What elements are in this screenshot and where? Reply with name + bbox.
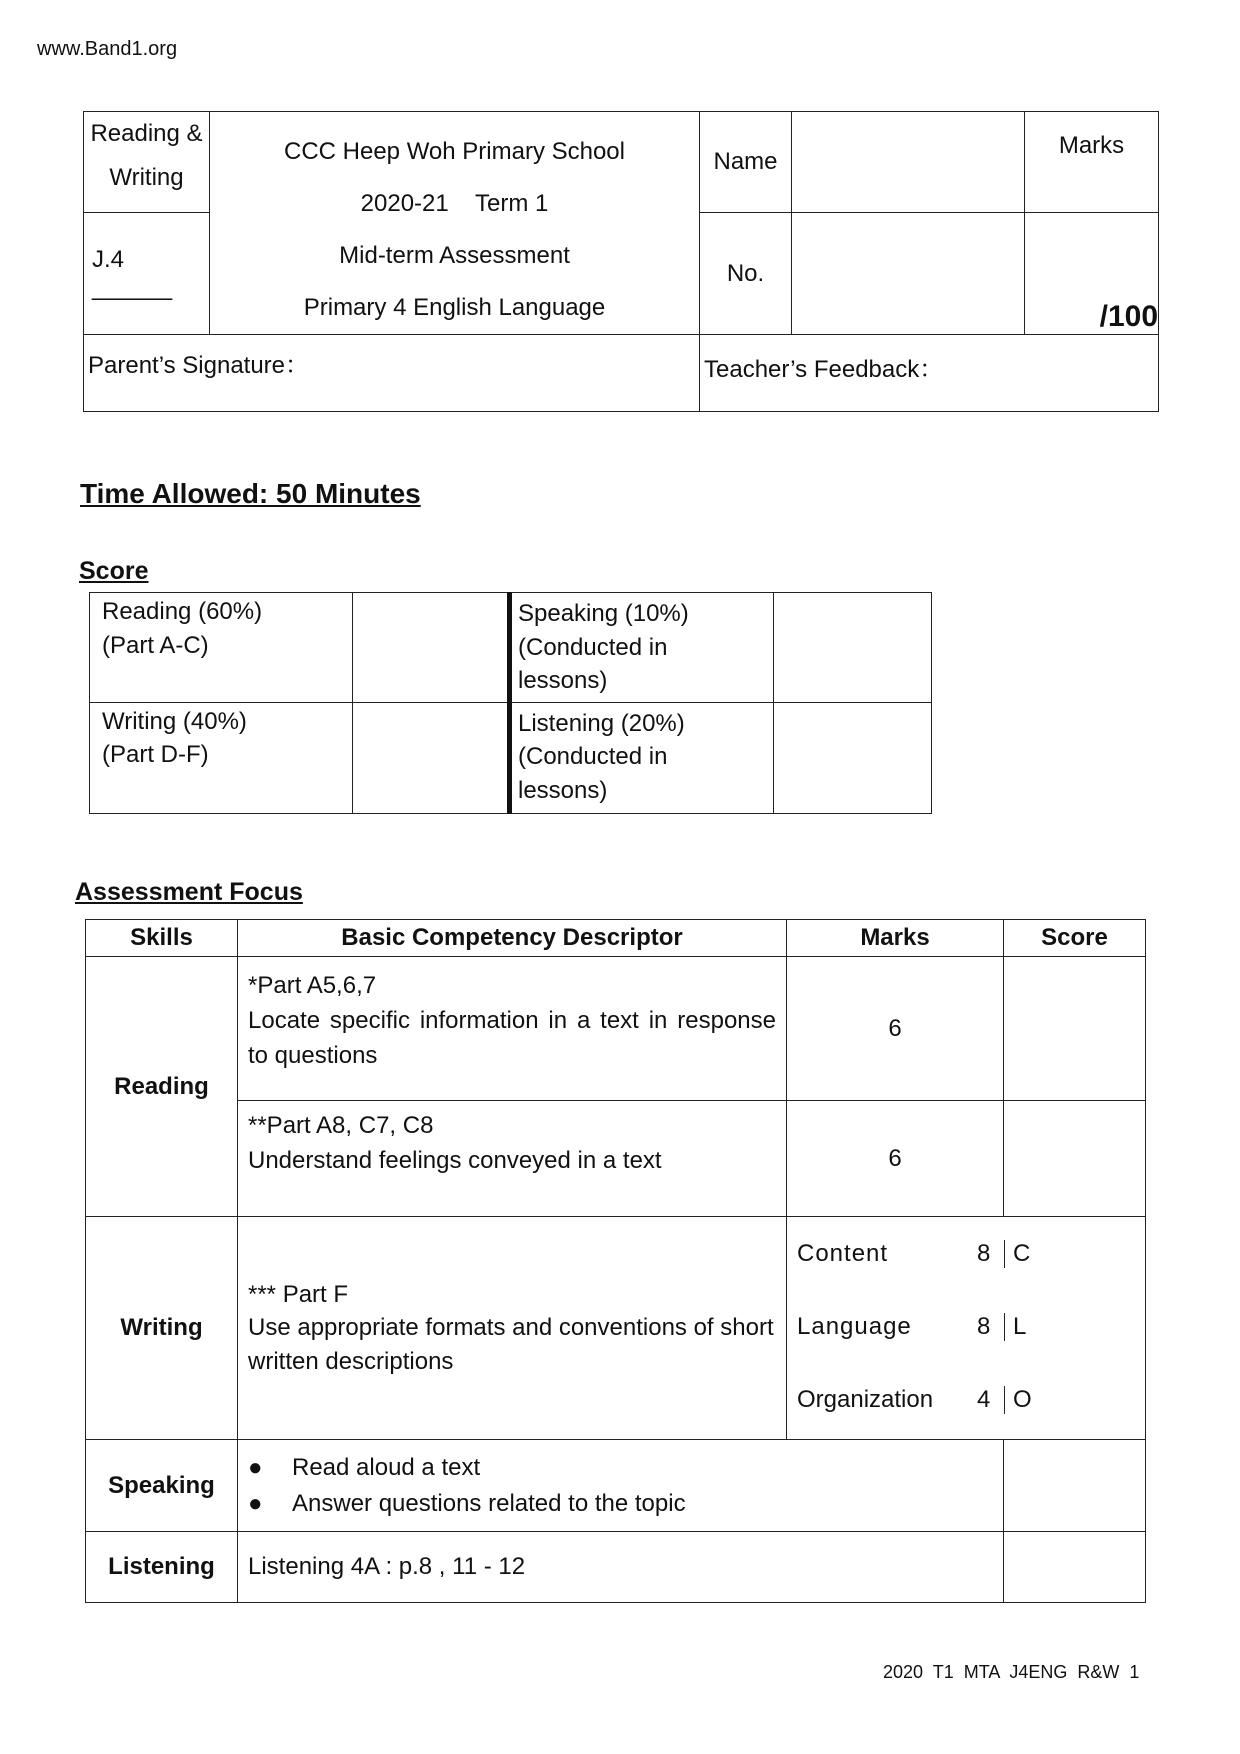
page-footer: 2020 T1 MTA J4ENG R&W 1 (883, 1662, 1140, 1682)
score-reading-field[interactable] (353, 593, 510, 703)
marks-label: Marks (1025, 112, 1159, 213)
skill-writing: Writing (86, 1217, 238, 1440)
descriptor-text: Use appropriate formats and conventions of short written descriptions (248, 1314, 774, 1375)
speaking-descriptor (238, 1440, 1004, 1532)
reading-score-1[interactable] (1004, 957, 1146, 1101)
score-speaking-label: Speaking (10%) (Conducted in lessons) (510, 593, 774, 703)
header-skills: Skills (86, 920, 238, 957)
speaking-score[interactable] (1004, 1440, 1146, 1532)
header-descriptor: Basic Competency Descriptor (238, 920, 787, 957)
skill-reading: Reading (86, 957, 238, 1217)
focus-table (85, 919, 1146, 1603)
assessment-name: Mid-term Assessment (339, 242, 570, 269)
class-label: J.4 (92, 245, 125, 273)
part-label: *** Part F (248, 1280, 349, 1308)
bullet-icon: ● (248, 1453, 263, 1481)
criterion-marks: 8 (977, 1239, 992, 1267)
subject: Reading & Writing (84, 112, 210, 213)
score-speaking-field[interactable] (774, 593, 932, 703)
year-term: 2020-21 Term 1 (360, 190, 549, 217)
criterion-code[interactable]: L (1004, 1313, 1027, 1341)
criterion-marks: 8 (977, 1312, 992, 1340)
item-text: Read aloud a text (292, 1453, 481, 1481)
item-text: Answer questions related to the topic (292, 1489, 686, 1517)
parent-signature[interactable]: Parent’s Signature： (84, 335, 700, 412)
criterion-code[interactable]: O (1004, 1386, 1032, 1414)
descriptor-text: Locate specific information in a text in response to questions (248, 1006, 776, 1069)
skill-listening: Listening (86, 1532, 238, 1603)
name-field[interactable] (792, 112, 1025, 213)
part-label: **Part A8, C7, C8 (248, 1112, 434, 1139)
header-score: Score (1004, 920, 1146, 957)
reading-descriptor-2 (238, 1101, 787, 1217)
criterion-content (787, 1240, 1145, 1268)
speaking-item (248, 1450, 993, 1486)
criterion-label: Content (797, 1239, 889, 1267)
criterion-organization (787, 1386, 1145, 1414)
no-field[interactable] (792, 213, 1025, 335)
speaking-item (248, 1486, 993, 1522)
time-allowed: Time Allowed: 50 Minutes (80, 478, 421, 509)
score-title: Score (79, 557, 149, 585)
class-field[interactable]: J.4 ______ (84, 213, 210, 335)
criterion-marks: 4 (977, 1386, 991, 1414)
watermark: www.Band1.org (37, 38, 178, 60)
writing-descriptor (238, 1217, 787, 1440)
score-table (89, 592, 932, 814)
course-name: Primary 4 English Language (303, 294, 606, 321)
name-label: Name (700, 112, 792, 213)
marks-total: /100 (1025, 213, 1159, 335)
descriptor-text: Understand feelings conveyed in a text (248, 1146, 662, 1174)
skill-speaking: Speaking (86, 1440, 238, 1532)
criterion-label: Language (797, 1312, 912, 1340)
title-block (210, 112, 700, 335)
writing-criteria (787, 1217, 1146, 1440)
no-label: No. (700, 213, 792, 335)
criterion-label: Organization (797, 1386, 934, 1414)
reading-marks-1: 6 (787, 957, 1004, 1101)
criterion-language (787, 1313, 1145, 1341)
score-writing-field[interactable] (353, 702, 510, 813)
part-label: *Part A5,6,7 (248, 972, 377, 999)
reading-descriptor-1 (238, 957, 787, 1101)
score-reading-label: Reading (60%) (Part A-C) (90, 593, 353, 703)
header-table (83, 111, 1159, 412)
school-name: CCC Heep Woh Primary School (283, 138, 625, 165)
reading-score-2[interactable] (1004, 1101, 1146, 1217)
header-marks: Marks (787, 920, 1004, 957)
score-listening-label: Listening (20%) (Conducted in lessons) (510, 702, 774, 813)
score-listening-field[interactable] (774, 702, 932, 813)
listening-score[interactable] (1004, 1532, 1146, 1603)
criterion-code[interactable]: C (1004, 1240, 1031, 1268)
focus-title: Assessment Focus (75, 878, 303, 906)
reading-marks-2: 6 (787, 1101, 1004, 1217)
listening-descriptor: Listening 4A : p.8 , 11 - 12 (238, 1532, 1004, 1603)
bullet-icon: ● (248, 1489, 263, 1517)
teacher-feedback[interactable]: Teacher’s Feedback： (700, 335, 1159, 412)
score-writing-label: Writing (40%) (Part D-F) (90, 702, 353, 813)
